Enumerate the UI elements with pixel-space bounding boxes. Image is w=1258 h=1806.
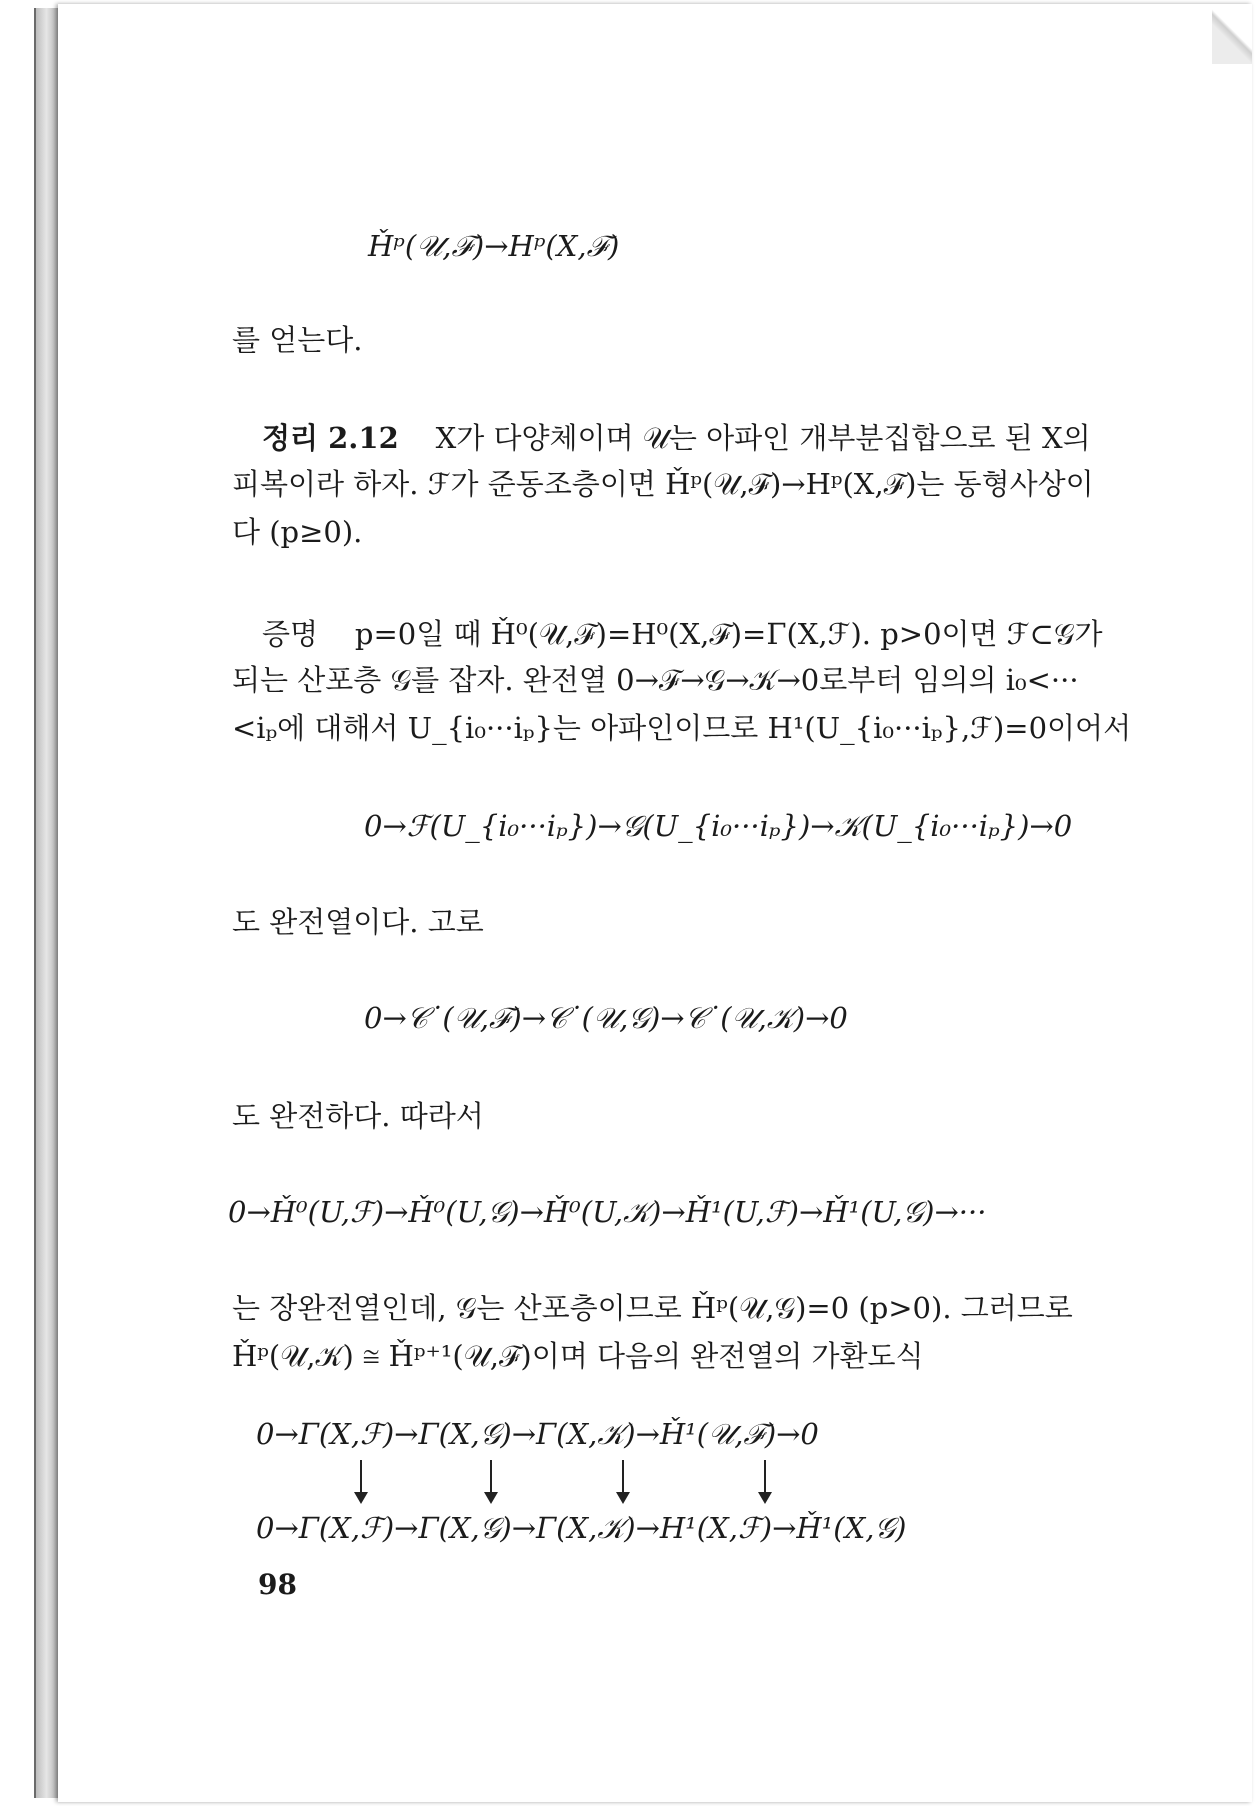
text-line-3: 도 완전하다. 따라서 xyxy=(232,1099,484,1133)
down-arrow-1 xyxy=(360,1460,362,1502)
text-line-4b: Ȟᵖ(𝒰,𝒦) ≅ Ȟᵖ⁺¹(𝒰,ℱ)이며 다음의 완전열의 가환도식 xyxy=(232,1339,924,1373)
equation-4: 0→Ȟ⁰(U,ℱ)→Ȟ⁰(U,𝒢)→Ȟ⁰(U,𝒦)→Ȟ¹(U,ℱ)→Ȟ¹(U,𝒢)→··· xyxy=(228,1195,987,1229)
text-line-4a: 는 장완전열인데, 𝒢는 산포층이므로 Ȟᵖ(𝒰,𝒢)=0 (p>0). 그러므로 xyxy=(232,1291,1073,1325)
theorem-line-3: 다 (p≥0). xyxy=(232,515,363,549)
proof-heading: 증명 xyxy=(262,617,319,651)
page-number: 98 xyxy=(258,1568,297,1601)
down-arrow-3 xyxy=(622,1460,624,1502)
proof-line-1 xyxy=(262,614,1103,654)
down-arrow-4 xyxy=(764,1460,766,1502)
diagram-top-row: 0→Γ(X,ℱ)→Γ(X,𝒢)→Γ(X,𝒦)→Ȟ¹(𝒰,ℱ)→0 xyxy=(256,1417,819,1451)
text-line-1: 를 얻는다. xyxy=(232,323,363,357)
theorem-text-1: X가 다양체이며 𝒰는 아파인 개부분집합으로 된 X의 xyxy=(435,421,1091,455)
down-arrow-2 xyxy=(490,1460,492,1502)
theorem-heading: 정리 2.12 xyxy=(262,421,399,455)
equation-2: 0→ℱ(U_{i₀···iₚ})→𝒢(U_{i₀···iₚ})→𝒦(U_{i₀···iₚ})→0 xyxy=(364,809,1073,843)
proof-line-2: 되는 산포층 𝒢를 잡자. 완전열 0→ℱ→𝒢→𝒦→0로부터 임의의 i₀<··· xyxy=(232,663,1079,697)
diagram-bottom-row: 0→Γ(X,ℱ)→Γ(X,𝒢)→Γ(X,𝒦)→H¹(X,ℱ)→Ȟ¹(X,𝒢) xyxy=(256,1511,907,1545)
equation-3: 0→𝒞˙(𝒰,ℱ)→𝒞˙(𝒰,𝒢)→𝒞˙(𝒰,𝒦)→0 xyxy=(364,1001,848,1035)
theorem-line-2: 피복이라 하자. ℱ가 준동조층이면 Ȟᵖ(𝒰,ℱ)→Hᵖ(X,ℱ)는 동형사상이 xyxy=(232,467,1094,501)
proof-text-1: p=0일 때 Ȟ⁰(𝒰,ℱ)=H⁰(X,ℱ)=Γ(X,ℱ). p>0이면 ℱ⊂𝒢가 xyxy=(354,617,1103,651)
text-line-2: 도 완전열이다. 고로 xyxy=(232,905,484,939)
theorem-line-1 xyxy=(262,418,1091,458)
equation-1: Ȟᵖ(𝒰,ℱ)→Hᵖ(X,ℱ) xyxy=(368,229,620,263)
proof-line-3: <iₚ에 대해서 U_{i₀···iₚ}는 아파인이므로 H¹(U_{i₀···iₚ},ℱ)=0이어서 xyxy=(232,711,1132,745)
